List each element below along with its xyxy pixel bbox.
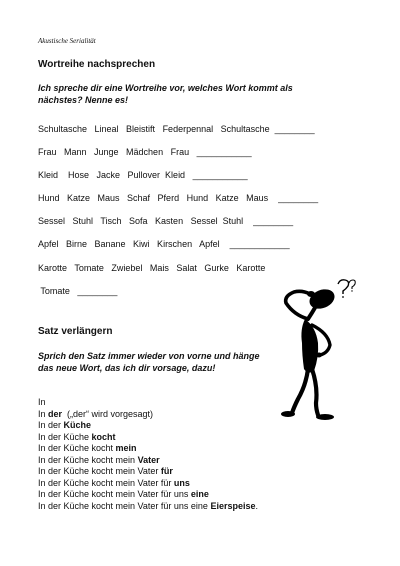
sentence-base: In <box>38 397 46 407</box>
sentence-new-word: Küche <box>63 420 92 430</box>
section-instruction-wortreihe: Ich spreche dir eine Wortreihe vor, welches Wort kommt als nächstes? Nenne es! <box>38 83 293 105</box>
sentence-base: In der Küche <box>38 431 92 442</box>
sentence-line <box>38 501 258 513</box>
sentence-base: In der Küche kocht mein Vater für uns <box>38 489 191 499</box>
word-series-row: Schultasche Lineal Bleistift Federpennal Schultasche ________ <box>38 124 315 134</box>
sentence-chain <box>38 397 258 512</box>
sentence-base: In der Küche kocht mein Vater für uns eine <box>38 500 211 511</box>
sentence-line <box>38 409 258 421</box>
word-series-row: Tomate ________ <box>38 286 118 296</box>
sentence-base: In der Küche kocht mein Vater <box>38 466 161 476</box>
section-title-wortreihe: Wortreihe nachsprechen <box>38 59 156 70</box>
sentence-new-word: der <box>48 408 63 419</box>
sentence-new-word: uns <box>173 477 190 488</box>
word-series-row: Karotte Tomate Zwiebel Mais Salat Gurke Karotte <box>38 263 266 273</box>
section-title-satz: Satz verlängern <box>38 326 113 337</box>
word-series-row: Sessel Stuhl Tisch Sofa Kasten Sessel Stuhl ________ <box>38 216 294 226</box>
sentence-new-word: Vater <box>137 454 160 465</box>
sentence-line <box>38 478 258 490</box>
sentence-line <box>38 455 258 467</box>
sentence-line <box>38 443 258 455</box>
sentence-tail: . <box>255 500 258 511</box>
sentence-new-word: für <box>160 466 173 476</box>
word-series-row: Kleid Hose Jacke Pullover Kleid ___________ <box>38 170 248 180</box>
sentence-new-word: kocht <box>91 431 116 442</box>
sentence-line <box>38 466 258 478</box>
thinking-figure-icon <box>272 275 362 425</box>
sentence-base: In der Küche kocht mein Vater für <box>38 477 174 488</box>
sentence-line <box>38 420 258 432</box>
sentence-base: In <box>38 408 49 419</box>
sentence-base: In der <box>38 420 64 430</box>
word-series-row: Apfel Birne Banane Kiwi Kirschen Apfel ____________ <box>38 239 290 249</box>
sentence-base: In der Küche kocht mein <box>38 454 138 465</box>
word-series-row: Frau Mann Junge Mädchen Frau ___________ <box>38 147 252 157</box>
sentence-line <box>38 432 258 444</box>
sentence-line <box>38 489 258 501</box>
sentence-line <box>38 397 258 409</box>
sentence-new-word: mein <box>115 443 137 453</box>
sentence-new-word: Eierspeise <box>210 500 256 511</box>
section-instruction-satz: Sprich den Satz immer wieder von vorne und hänge das neue Wort, das ich dir vorsage, dazu! <box>38 351 260 373</box>
sentence-new-word: eine <box>190 489 209 499</box>
sentence-tail: („der“ wird vorgesagt) <box>62 408 154 419</box>
word-series-row: Hund Katze Maus Schaf Pferd Hund Katze Maus ________ <box>38 193 319 203</box>
worksheet-header: Akustische Serialität <box>38 37 96 45</box>
sentence-base: In der Küche kocht <box>38 443 116 453</box>
